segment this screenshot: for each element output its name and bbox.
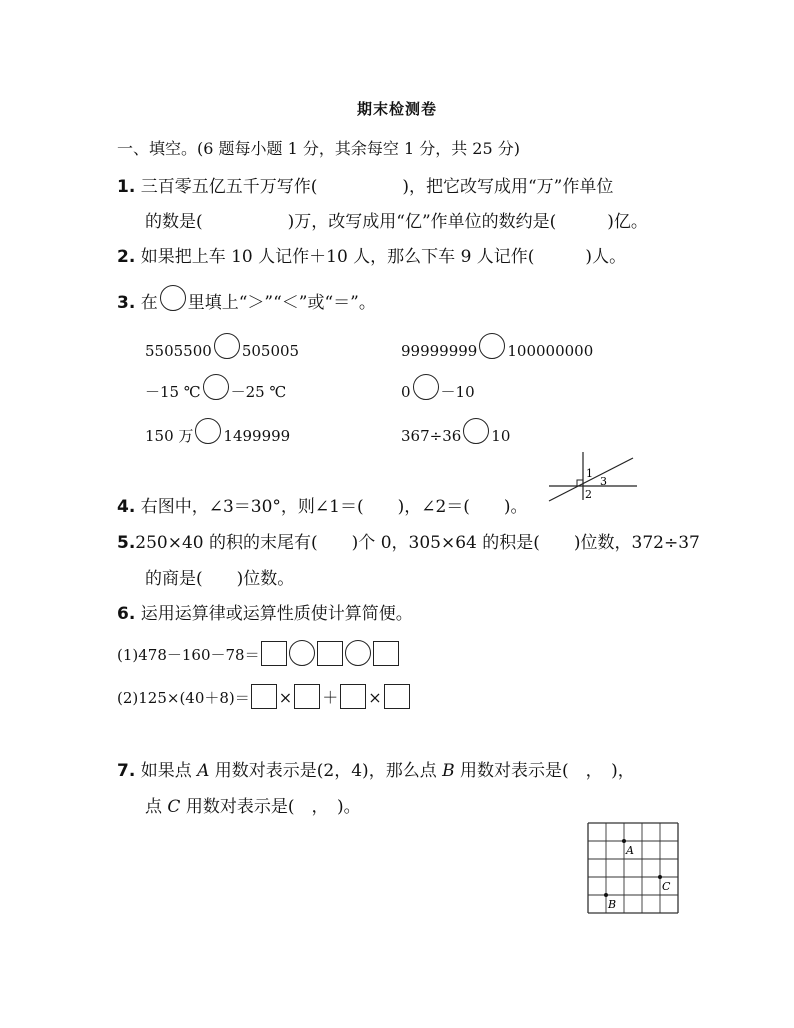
comparison-left: 0	[401, 383, 411, 401]
question-7-line-1	[117, 756, 635, 781]
answer-box[interactable]	[384, 684, 410, 709]
coordinate-grid	[585, 820, 680, 915]
answer-circle[interactable]	[203, 374, 229, 400]
question-6	[117, 599, 413, 624]
comparison-right: 1499999	[223, 427, 291, 445]
question-text: 如果把上车 10 人记作＋10 人，那么下车 9 人记作( )人。	[140, 247, 627, 267]
question-text-post: 里填上“＞”“＜”或“＝”。	[187, 293, 376, 313]
text: 点	[145, 797, 168, 817]
answer-circle[interactable]	[463, 418, 489, 444]
comparison-right: －25 ℃	[230, 383, 287, 401]
question-text-pre: 在	[140, 293, 158, 313]
answer-circle[interactable]	[195, 418, 221, 444]
comparison-left: 367÷36	[401, 427, 462, 445]
text: 用数对表示是(2，4)，那么点	[209, 761, 443, 781]
text: 如果点	[140, 761, 198, 781]
question-text: 三百零五亿五千万写作( )，把它改写成用“万”作单位	[140, 177, 614, 197]
point-c-label: C	[662, 880, 671, 893]
question-text: 250×40 的积的末尾有( )个 0，305×64 的积是( )位数，372÷37	[135, 533, 700, 553]
comparison-item	[401, 333, 593, 360]
question-5-line-1	[117, 528, 700, 553]
question-number: 5.	[117, 533, 136, 553]
comparison-right: 505005	[241, 342, 300, 360]
expression-1	[117, 640, 400, 666]
comparison-item	[145, 418, 290, 446]
angle-label-1: 1	[586, 467, 593, 480]
answer-circle[interactable]	[214, 333, 240, 359]
comparison-item	[401, 418, 510, 445]
comparison-right: －10	[440, 383, 475, 401]
comparison-item	[145, 374, 286, 402]
angle-label-2: 2	[585, 488, 592, 501]
page-title: 期末检测卷	[356, 100, 437, 118]
expression-text: (1)478－160－78＝	[117, 646, 260, 664]
comparison-item	[401, 374, 475, 402]
comparison-circle-icon	[160, 285, 186, 311]
question-number: 4.	[117, 497, 136, 517]
answer-circle[interactable]	[479, 333, 505, 359]
question-number: 6.	[117, 604, 136, 624]
operator-circle[interactable]	[345, 640, 371, 666]
answer-circle[interactable]	[413, 374, 439, 400]
comparison-left: 5505500	[145, 342, 212, 360]
answer-box[interactable]	[294, 684, 320, 709]
comparison-left: －15 ℃	[145, 383, 201, 401]
answer-box[interactable]	[261, 641, 287, 666]
answer-box[interactable]	[373, 641, 399, 666]
question-number: 3.	[117, 293, 136, 313]
question-number: 2.	[117, 247, 136, 267]
point-a	[622, 839, 626, 843]
expression-2	[117, 684, 411, 709]
comparison-right: 100000000	[507, 342, 594, 360]
question-number: 1.	[117, 177, 136, 197]
times-sign: ×	[278, 688, 293, 707]
question-4	[117, 492, 528, 517]
question-3	[117, 285, 376, 313]
question-number: 7.	[117, 761, 136, 781]
comparison-left: 150 万	[145, 427, 194, 445]
point-a-label: A	[626, 844, 634, 857]
operator-circle[interactable]	[289, 640, 315, 666]
angle-figure	[545, 450, 640, 505]
section-heading: 一、填空。(6 题每小题 1 分，其余每空 1 分，共 25 分)	[117, 139, 520, 158]
question-5-line-2: 的商是( )位数。	[145, 569, 295, 589]
angle-label-3: 3	[600, 475, 607, 488]
point-c-label: C	[167, 797, 181, 817]
point-a-label: A	[197, 761, 210, 781]
times-sign: ×	[368, 688, 382, 707]
question-1-line-1	[117, 172, 613, 197]
comparison-item	[145, 333, 299, 360]
comparison-left: 99999999	[401, 342, 478, 360]
question-2	[117, 242, 626, 267]
text: 用数对表示是( ， )，	[454, 761, 635, 781]
question-7-line-2	[145, 792, 361, 817]
answer-box[interactable]	[340, 684, 366, 709]
point-c	[658, 875, 662, 879]
comparison-right: 10	[491, 427, 511, 445]
answer-box[interactable]	[317, 641, 343, 666]
text: 用数对表示是( ， )。	[180, 797, 361, 817]
point-b-label: B	[608, 898, 617, 911]
answer-box[interactable]	[251, 684, 277, 709]
point-b-label: B	[442, 761, 455, 781]
expression-text: (2)125×(40＋8)＝	[117, 689, 250, 707]
question-1-line-2: 的数是( )万，改写成用“亿”作单位的数约是( )亿。	[145, 212, 648, 232]
question-text: 运用运算律或运算性质使计算简便。	[140, 604, 413, 624]
plus-sign: ＋	[322, 688, 339, 707]
question-text: 右图中，∠3＝30°，则∠1＝( )，∠2＝( )。	[140, 497, 528, 517]
point-b	[604, 893, 608, 897]
